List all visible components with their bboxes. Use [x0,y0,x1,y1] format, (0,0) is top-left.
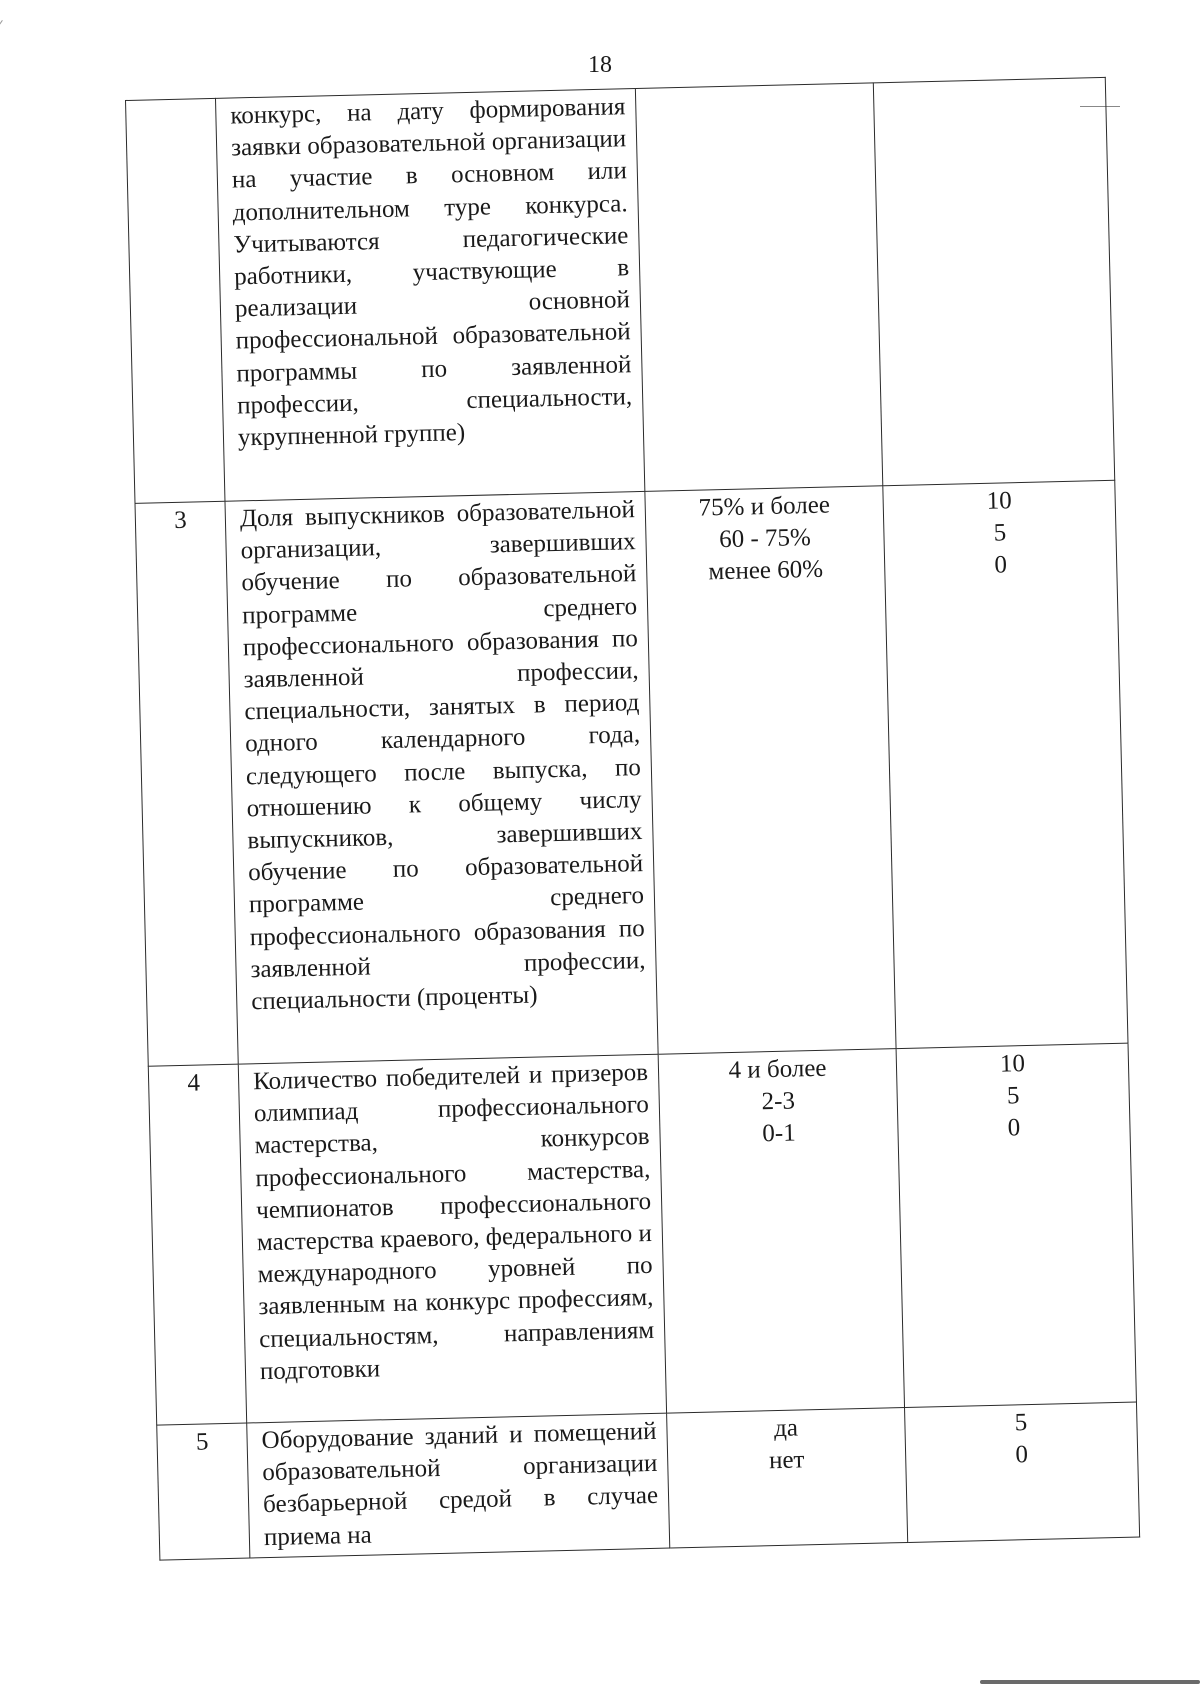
value-option: менее 60% [708,555,824,586]
points-cell [873,77,1114,485]
points-value: 5 [993,519,1007,547]
row-number-cell: 5 [157,1423,250,1560]
document-sheet [125,77,1139,1561]
scan-artifact-bar [980,1680,1200,1684]
values-cell [667,1407,908,1548]
row-number-cell: 4 [148,1064,246,1425]
points-value: 0 [1015,1441,1029,1469]
values-cell [645,486,896,1054]
value-option: 0-1 [762,1119,796,1148]
table-row [135,480,1128,1066]
value-option: 2-3 [761,1087,796,1116]
page-number: 18 [588,52,612,78]
row-number-cell [126,98,225,503]
points-cell [883,480,1128,1048]
points-value: 10 [999,1050,1026,1078]
table-row [126,77,1115,503]
value-option: да [773,1414,799,1443]
value-option: нет [768,1446,805,1475]
points-value: 0 [1007,1114,1021,1142]
table-row [157,1402,1140,1560]
row-number-cell: 3 [135,501,238,1066]
points-cell [896,1043,1136,1407]
points-value: 5 [1014,1409,1028,1437]
value-option: 75% и более [698,491,831,522]
points-cell [905,1402,1140,1542]
value-option: 60 - 75% [718,523,812,554]
values-cell [635,83,882,491]
points-value: 10 [986,487,1013,515]
criterion-text-cell: Количество победителей и призеров олимпиад профессионального мастерства, конкурсов профессионального мастерства, чемпионатов профессионального мастерства краевого, федерального и международного уровней по заявленным на конкурс профессиям, специальностям, направлениям подготовки [238,1054,666,1423]
criterion-text-cell: Доля выпускников образовательной организации, завершивших обучение по образовательной программе среднего профессионального образования по заявленной профессии, специальности, занятых в период одного календарного года, следующего после выпуска, по отношению к общему числу выпускников, завершивших обучение по образовательной программе среднего профессионального образования по заявленной профессии, специальности (проценты) [225,491,658,1064]
criterion-text-cell: конкурс, на дату формирования заявки образовательной организации на участие в основном или дополнительном туре конкурса. Учитываются педагогические работники, участвующие в реализации основной профессиональной образовательной программы по заявленной профессии, специальности, укрупненной группе) [215,88,644,501]
points-value: 5 [1006,1082,1020,1110]
points-value: 0 [994,551,1008,579]
criteria-table [125,77,1140,1561]
table-row [148,1043,1136,1425]
criterion-text-cell: Оборудование зданий и помещений образовательной организации безбарьерной средой в случае приема на [247,1413,670,1558]
value-option: 4 и более [728,1054,827,1085]
values-cell [658,1049,904,1414]
